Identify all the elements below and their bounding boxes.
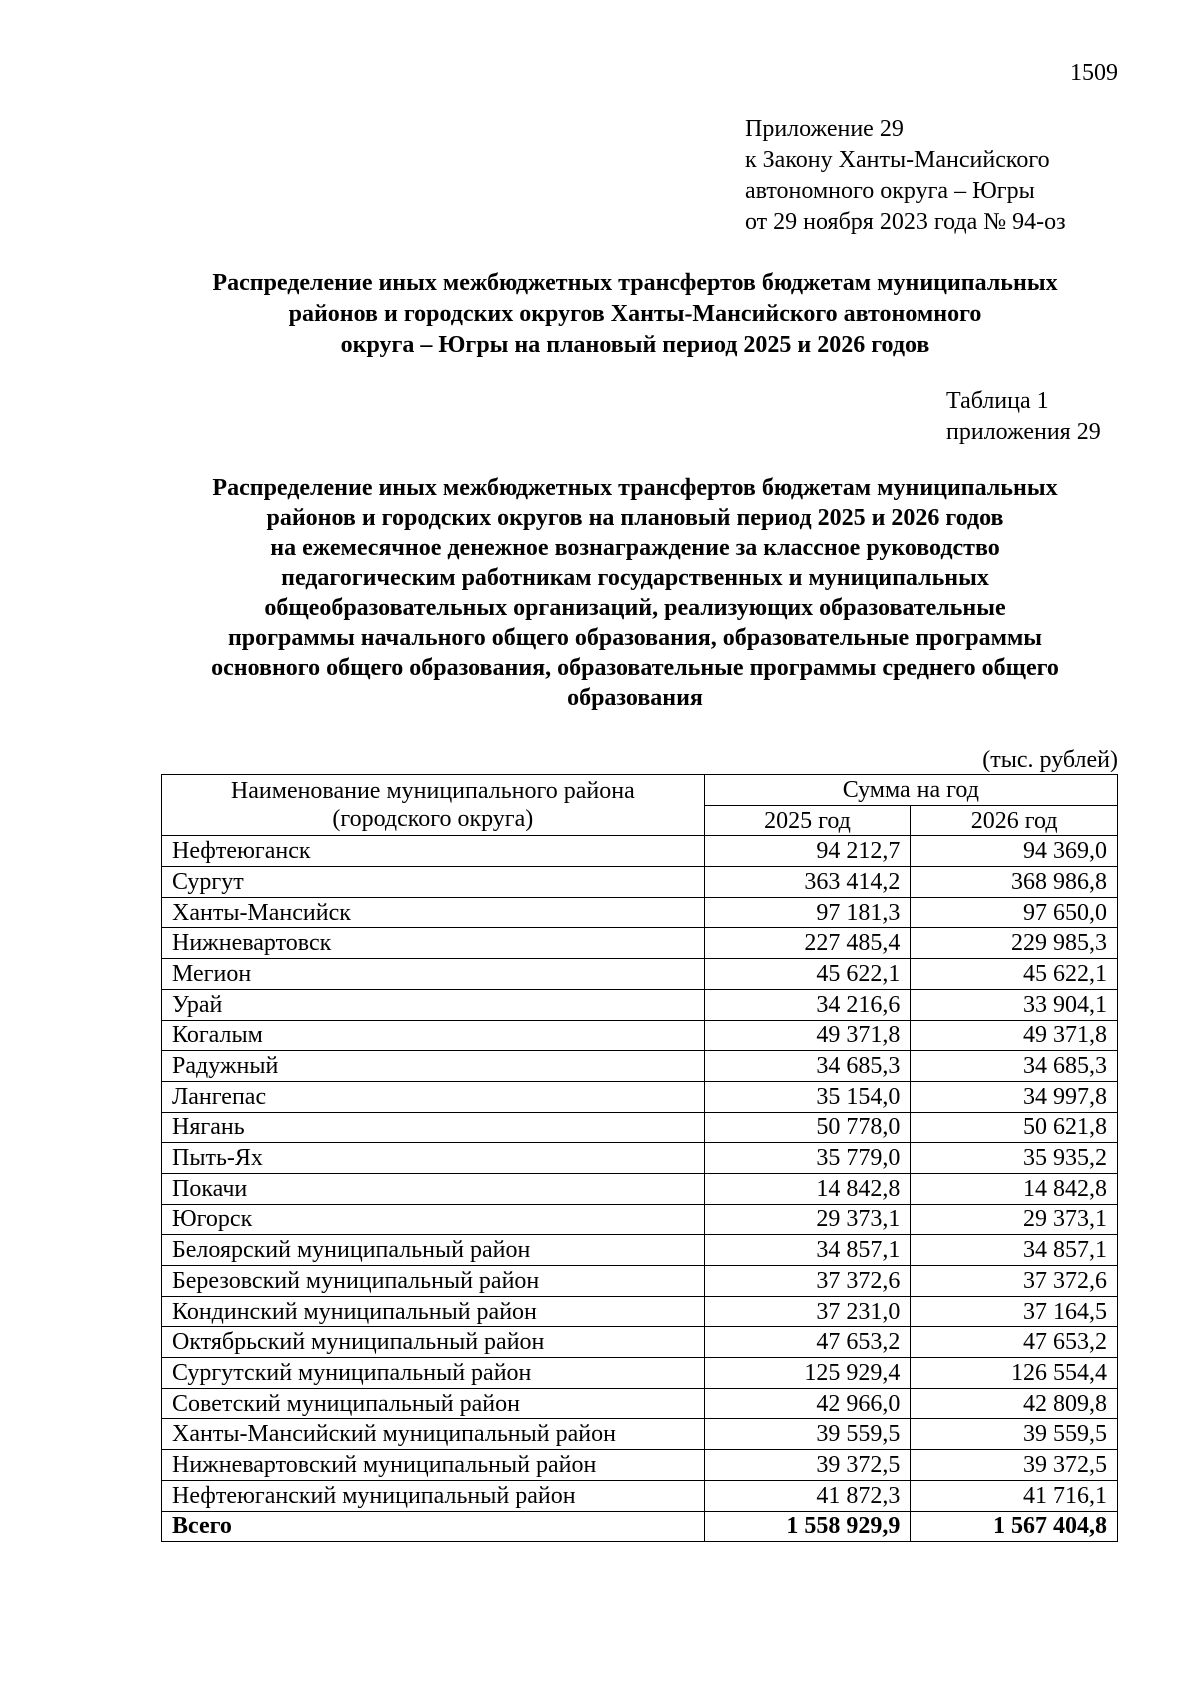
amount-2026: 14 842,8: [911, 1173, 1118, 1204]
amount-2026: 126 554,4: [911, 1358, 1118, 1389]
table-row: [162, 1235, 1118, 1266]
subtitle-line: основного общего образования, образовательные программы среднего общего: [211, 655, 1059, 681]
table-row: [162, 1081, 1118, 1112]
table-row: [162, 1388, 1118, 1419]
municipality-name: Сургутский муниципальный район: [162, 1358, 705, 1389]
municipality-name: Ханты-Мансийский муниципальный район: [162, 1419, 705, 1450]
document-title: [150, 268, 1120, 361]
header-name-line: Наименование муниципального района: [230, 778, 635, 805]
total-2026: 1 567 404,8: [911, 1511, 1118, 1542]
table-row: [162, 867, 1118, 898]
municipality-name: Октябрьский муниципальный район: [162, 1327, 705, 1358]
appendix-line: автономного округа – Югры: [745, 178, 1035, 204]
unit-note: (тыс. рублей): [982, 747, 1118, 773]
amount-2026: 41 716,1: [911, 1480, 1118, 1511]
column-header-2025: 2025 год: [704, 805, 911, 836]
amount-2025: 94 212,7: [704, 836, 911, 867]
amount-2025: 49 371,8: [704, 1020, 911, 1051]
municipality-name: Радужный: [162, 1051, 705, 1082]
table-row: [162, 989, 1118, 1020]
amount-2026: 35 935,2: [911, 1143, 1118, 1174]
table-row: [162, 1051, 1118, 1082]
subtitle-line: общеобразовательных организаций, реализующих образовательные: [264, 595, 1006, 621]
municipality-name: Покачи: [162, 1173, 705, 1204]
municipality-name: Сургут: [162, 867, 705, 898]
table-row: [162, 1204, 1118, 1235]
amount-2026: 34 997,8: [911, 1081, 1118, 1112]
subtitle-line: Распределение иных межбюджетных трансфертов бюджетам муниципальных: [212, 475, 1058, 501]
municipality-name: Березовский муниципальный район: [162, 1266, 705, 1297]
total-2025: 1 558 929,9: [704, 1511, 911, 1542]
amount-2025: 39 372,5: [704, 1450, 911, 1481]
amount-2025: 34 685,3: [704, 1051, 911, 1082]
amount-2025: 34 857,1: [704, 1235, 911, 1266]
subtitle-line: программы начального общего образования, образовательные программы: [227, 625, 1043, 651]
title-line: Распределение иных межбюджетных трансфертов бюджетам муниципальных: [212, 270, 1058, 296]
table-ref-line: приложения 29: [946, 419, 1101, 445]
column-header-sum: Сумма на год: [704, 775, 1117, 806]
amount-2026: 368 986,8: [911, 867, 1118, 898]
amount-2025: 45 622,1: [704, 959, 911, 990]
amount-2025: 125 929,4: [704, 1358, 911, 1389]
amount-2026: 229 985,3: [911, 928, 1118, 959]
municipality-name: Югорск: [162, 1204, 705, 1235]
municipality-name: Ханты-Мансийск: [162, 897, 705, 928]
municipality-name: Мегион: [162, 959, 705, 990]
column-header-2026: 2026 год: [911, 805, 1118, 836]
municipality-name: Нягань: [162, 1112, 705, 1143]
table-row: [162, 1112, 1118, 1143]
amount-2026: 37 372,6: [911, 1266, 1118, 1297]
municipality-name: Советский муниципальный район: [162, 1388, 705, 1419]
table-title: [150, 473, 1120, 713]
page-number: 1509: [1070, 60, 1118, 86]
title-line: районов и городских округов Ханты-Мансийского автономного: [288, 301, 982, 327]
title-line: округа – Югры на плановый период 2025 и 2026 годов: [340, 332, 930, 358]
table-reference: [946, 386, 1101, 448]
subtitle-line: педагогическим работникам государственных и муниципальных: [281, 565, 989, 591]
table-row: [162, 1173, 1118, 1204]
appendix-line: от 29 ноября 2023 года № 94-оз: [745, 209, 1066, 235]
table-row: [162, 836, 1118, 867]
amount-2026: 39 372,5: [911, 1450, 1118, 1481]
municipality-name: Урай: [162, 989, 705, 1020]
table-row: [162, 1480, 1118, 1511]
municipality-name: Нижневартовский муниципальный район: [162, 1450, 705, 1481]
amount-2025: 37 231,0: [704, 1296, 911, 1327]
municipality-name: Когалым: [162, 1020, 705, 1051]
amount-2025: 227 485,4: [704, 928, 911, 959]
municipality-name: Кондинский муниципальный район: [162, 1296, 705, 1327]
amount-2025: 42 966,0: [704, 1388, 911, 1419]
amount-2025: 41 872,3: [704, 1480, 911, 1511]
column-header-name: [162, 775, 705, 836]
table-row: [162, 1143, 1118, 1174]
table-body: [162, 836, 1118, 1542]
municipality-name: Лангепас: [162, 1081, 705, 1112]
amount-2025: 29 373,1: [704, 1204, 911, 1235]
table-header-row: [162, 775, 1118, 806]
amount-2025: 47 653,2: [704, 1327, 911, 1358]
amount-2026: 94 369,0: [911, 836, 1118, 867]
total-label: Всего: [162, 1511, 705, 1542]
amount-2025: 35 154,0: [704, 1081, 911, 1112]
table-row: [162, 1358, 1118, 1389]
amount-2026: 50 621,8: [911, 1112, 1118, 1143]
table-ref-line: Таблица 1: [946, 388, 1049, 414]
amount-2025: 39 559,5: [704, 1419, 911, 1450]
table-row: [162, 928, 1118, 959]
appendix-line: Приложение 29: [745, 116, 904, 142]
amount-2025: 50 778,0: [704, 1112, 911, 1143]
amount-2026: 34 685,3: [911, 1051, 1118, 1082]
appendix-line: к Закону Ханты-Мансийского: [745, 147, 1050, 173]
amount-2026: 97 650,0: [911, 897, 1118, 928]
header-name-line: (городского округа): [332, 806, 534, 833]
subtitle-line: образования: [567, 685, 703, 711]
municipality-name: Пыть-Ях: [162, 1143, 705, 1174]
amount-2025: 35 779,0: [704, 1143, 911, 1174]
municipality-name: Белоярский муниципальный район: [162, 1235, 705, 1266]
amount-2026: 37 164,5: [911, 1296, 1118, 1327]
transfers-table: [161, 774, 1118, 1542]
amount-2025: 97 181,3: [704, 897, 911, 928]
table-row: [162, 1266, 1118, 1297]
table-row: [162, 1419, 1118, 1450]
amount-2026: 39 559,5: [911, 1419, 1118, 1450]
table-row: [162, 1296, 1118, 1327]
subtitle-line: на ежемесячное денежное вознаграждение за классное руководство: [270, 535, 1000, 561]
municipality-name: Нефтеюганск: [162, 836, 705, 867]
table-row: [162, 1327, 1118, 1358]
table-row: [162, 959, 1118, 990]
total-row: [162, 1511, 1118, 1542]
amount-2026: 33 904,1: [911, 989, 1118, 1020]
amount-2025: 14 842,8: [704, 1173, 911, 1204]
municipality-name: Нижневартовск: [162, 928, 705, 959]
amount-2026: 49 371,8: [911, 1020, 1118, 1051]
municipality-name: Нефтеюганский муниципальный район: [162, 1480, 705, 1511]
table-row: [162, 1020, 1118, 1051]
amount-2025: 37 372,6: [704, 1266, 911, 1297]
table-row: [162, 897, 1118, 928]
amount-2026: 34 857,1: [911, 1235, 1118, 1266]
amount-2026: 42 809,8: [911, 1388, 1118, 1419]
amount-2026: 45 622,1: [911, 959, 1118, 990]
appendix-reference: [745, 114, 1066, 238]
amount-2025: 363 414,2: [704, 867, 911, 898]
amount-2025: 34 216,6: [704, 989, 911, 1020]
amount-2026: 47 653,2: [911, 1327, 1118, 1358]
subtitle-line: районов и городских округов на плановый период 2025 и 2026 годов: [266, 505, 1004, 531]
amount-2026: 29 373,1: [911, 1204, 1118, 1235]
table-row: [162, 1450, 1118, 1481]
